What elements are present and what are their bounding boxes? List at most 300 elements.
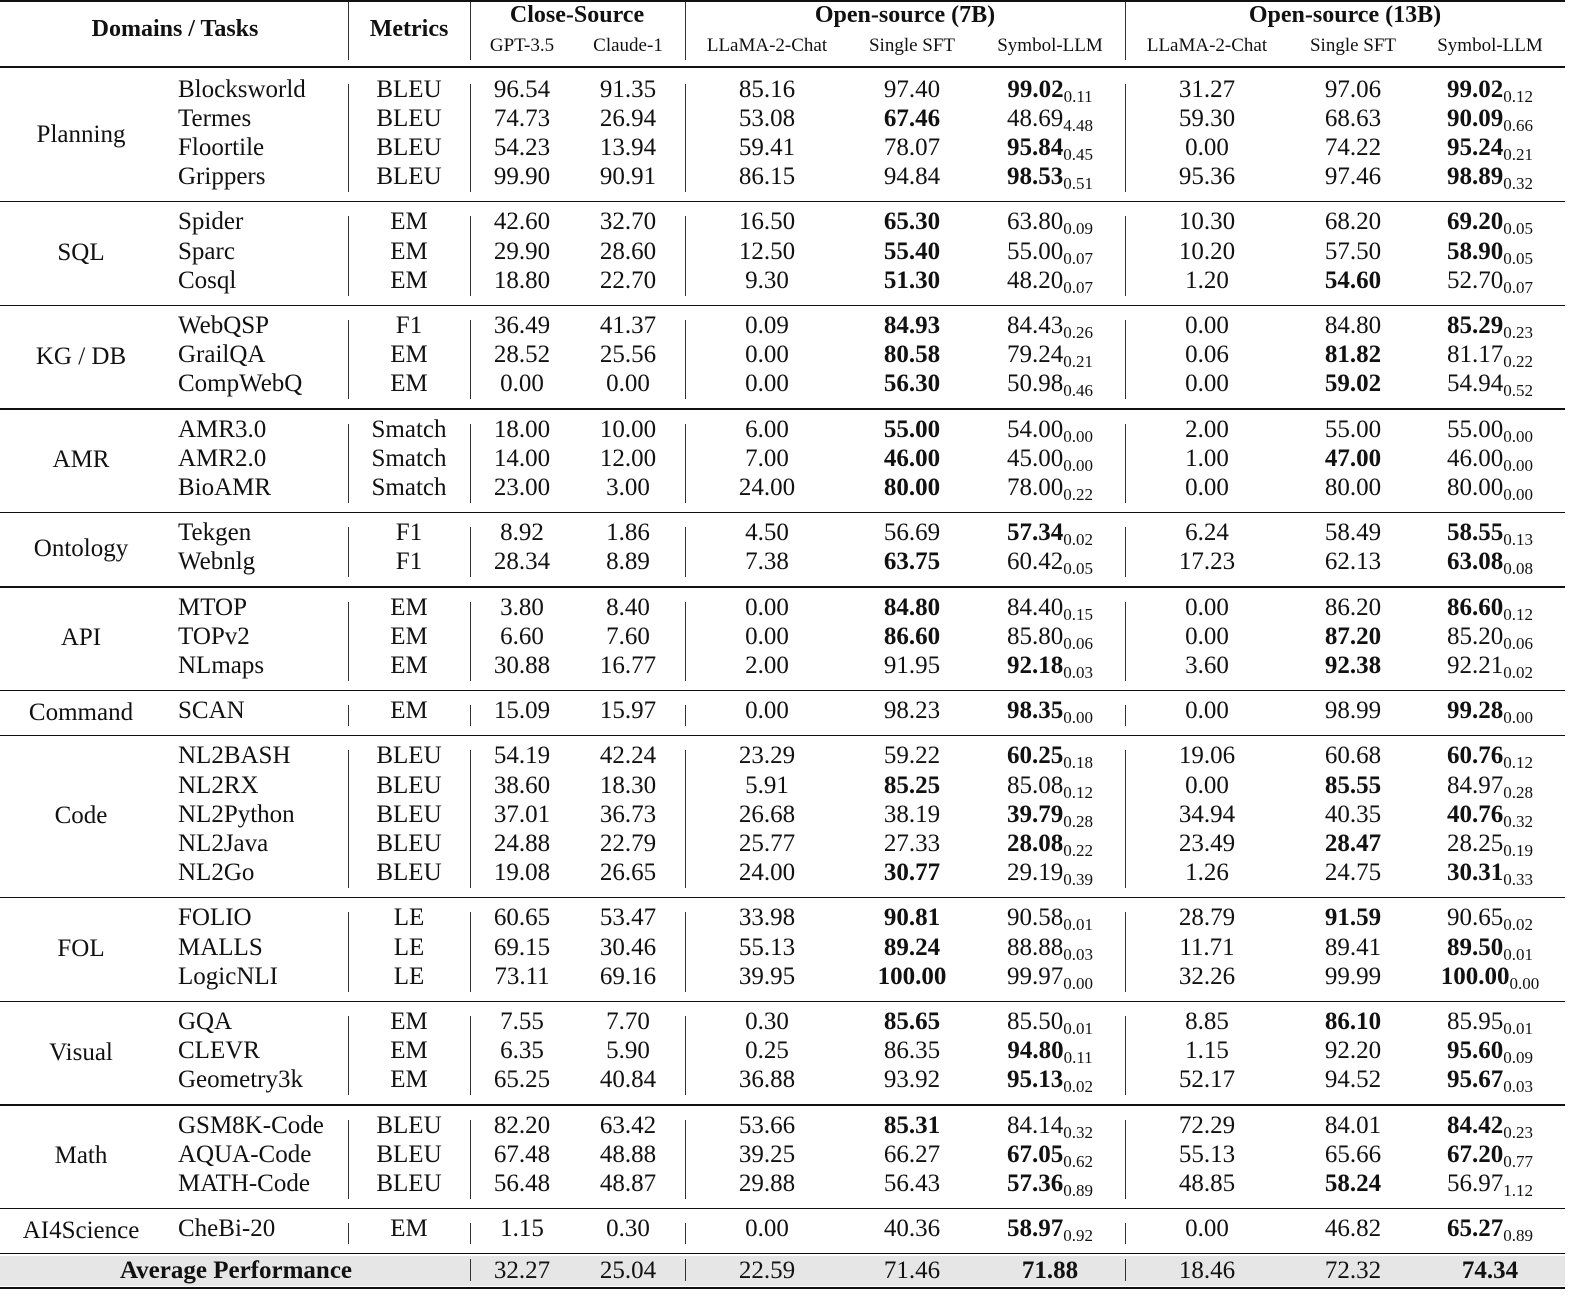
cell-value: 59.02 xyxy=(1324,370,1382,398)
table-cell xyxy=(878,964,947,989)
table-cell xyxy=(1447,653,1533,681)
table-cell xyxy=(1447,905,1533,933)
table-cell xyxy=(1185,135,1229,160)
metric-name: EM xyxy=(390,208,428,236)
table-cell xyxy=(600,743,656,768)
col-separator xyxy=(348,424,349,503)
table-cell xyxy=(494,935,550,960)
table-cell xyxy=(1179,209,1235,234)
task-name: Blocksworld xyxy=(178,75,306,103)
cell-value: 78.07 xyxy=(883,133,941,161)
table-cell xyxy=(600,164,656,189)
cell-std-subscript: 0.22 xyxy=(1063,840,1093,860)
cell-value: 3.80 xyxy=(500,593,544,621)
table-cell xyxy=(1447,135,1533,163)
table-cell xyxy=(884,1171,940,1196)
cell-value: 84.97 xyxy=(1447,771,1504,799)
table-cell xyxy=(884,446,940,471)
cell-value: 80.00 xyxy=(1447,473,1504,501)
table-cell xyxy=(1185,313,1229,338)
task-name: NL2RX xyxy=(178,771,259,799)
table-cell xyxy=(1185,1009,1229,1034)
cell-value: 10.20 xyxy=(1178,237,1236,265)
task-name: CompWebQ xyxy=(178,370,303,398)
table-cell xyxy=(884,520,940,545)
table-cell xyxy=(1325,624,1381,649)
table-cell xyxy=(500,595,544,620)
table-cell xyxy=(745,520,789,545)
cell-value: 91.35 xyxy=(599,75,657,103)
cell-std-subscript: 0.00 xyxy=(1509,973,1540,993)
cell-std-subscript: 0.05 xyxy=(1063,559,1093,579)
table-cell xyxy=(884,209,940,234)
table-cell xyxy=(884,802,940,827)
table-cell xyxy=(1325,905,1381,930)
table-cell xyxy=(1447,831,1533,859)
task-name: Grippers xyxy=(178,163,266,191)
cell-value: 95.67 xyxy=(1447,1066,1504,1094)
table-cell xyxy=(1007,77,1092,105)
cell-value: 25.56 xyxy=(599,341,657,369)
cell-std-subscript: 0.21 xyxy=(1063,352,1093,372)
cell-value: 56.43 xyxy=(883,1169,941,1197)
cell-value: 67.48 xyxy=(493,1140,551,1168)
cell-value: 28.60 xyxy=(599,237,657,265)
cell-std-subscript: 0.89 xyxy=(1503,1226,1533,1246)
table-cell xyxy=(745,549,789,574)
col-separator xyxy=(348,84,349,193)
cell-value: 5.90 xyxy=(606,1037,650,1065)
domain-name: Ontology xyxy=(33,535,129,563)
cell-value: 10.30 xyxy=(1178,208,1236,236)
table-cell xyxy=(500,1038,544,1063)
cell-value: 0.00 xyxy=(1185,1215,1229,1243)
cell-std-subscript: 0.06 xyxy=(1063,633,1093,653)
cell-value: 94.84 xyxy=(883,163,941,191)
table-cell xyxy=(739,743,795,768)
table-cell xyxy=(1447,520,1533,548)
cell-value: 23.49 xyxy=(1178,829,1236,857)
domain-name: KG / DB xyxy=(35,342,127,370)
table-cell xyxy=(1325,1216,1381,1241)
cell-value: 58.24 xyxy=(1324,1169,1382,1197)
cell-value: 15.97 xyxy=(599,697,657,725)
table-cell xyxy=(1007,698,1093,726)
cell-std-subscript: 0.32 xyxy=(1503,174,1533,194)
cell-value: 8.92 xyxy=(500,519,544,547)
table-cell xyxy=(739,935,795,960)
average-cell xyxy=(600,1258,656,1283)
cell-value: 29.19 xyxy=(1007,859,1064,887)
cell-value: 7.55 xyxy=(500,1007,544,1035)
cell-value: 98.89 xyxy=(1447,163,1504,191)
cell-std-subscript: 0.22 xyxy=(1063,484,1093,504)
metric-name: Smatch xyxy=(371,473,447,501)
table-cell xyxy=(745,268,789,293)
cell-std-subscript: 0.05 xyxy=(1503,219,1533,239)
cell-value: 48.88 xyxy=(599,1140,657,1168)
cell-value: 84.43 xyxy=(1007,311,1064,339)
group-rule xyxy=(0,1253,1565,1254)
table-cell xyxy=(884,77,940,102)
table-cell xyxy=(884,342,940,367)
table-cell xyxy=(1447,77,1533,105)
table-cell xyxy=(1179,549,1235,574)
col-separator xyxy=(470,1120,471,1199)
cell-value: 86.35 xyxy=(883,1037,941,1065)
table-cell xyxy=(1179,77,1235,102)
table-cell xyxy=(1325,802,1381,827)
table-cell xyxy=(494,653,550,678)
metric-name: EM xyxy=(390,697,428,725)
cell-std-subscript: 0.12 xyxy=(1503,86,1533,106)
table-cell xyxy=(884,475,940,500)
col-separator xyxy=(470,320,471,399)
cell-value: 94.52 xyxy=(1324,1066,1382,1094)
cell-value: 85.20 xyxy=(1447,622,1504,650)
table-cell xyxy=(1325,342,1381,367)
cell-value: 32.26 xyxy=(1178,962,1236,990)
col-separator xyxy=(470,216,471,295)
metric-name: Smatch xyxy=(371,415,447,443)
group-rule xyxy=(0,735,1565,736)
table-cell xyxy=(1007,1113,1093,1141)
cell-value: 58.55 xyxy=(1447,519,1504,547)
cell-value: 7.38 xyxy=(745,548,789,576)
table-cell xyxy=(739,1067,795,1092)
cell-value: 25.04 xyxy=(599,1257,657,1285)
cell-value: 55.40 xyxy=(883,237,941,265)
cell-value: 0.00 xyxy=(1185,771,1229,799)
task-name: BioAMR xyxy=(178,473,272,501)
task-name: SCAN xyxy=(178,697,245,725)
table-cell xyxy=(1007,1009,1093,1037)
col-separator xyxy=(1125,705,1126,726)
cell-value: 40.35 xyxy=(1324,800,1382,828)
col-separator xyxy=(470,705,471,726)
table-cell xyxy=(1007,1216,1093,1244)
table-cell xyxy=(494,964,549,989)
cell-value: 1.15 xyxy=(1185,1037,1229,1065)
table-cell xyxy=(494,313,550,338)
table-cell xyxy=(1325,860,1381,885)
cell-value: 4.50 xyxy=(745,519,789,547)
table-cell xyxy=(494,802,550,827)
cell-value: 84.14 xyxy=(1007,1111,1064,1139)
cell-value: 55.13 xyxy=(1178,1140,1236,1168)
table-cell xyxy=(1447,1216,1533,1244)
metric-name: F1 xyxy=(395,519,423,547)
table-cell xyxy=(1007,860,1093,888)
table-cell xyxy=(600,773,656,798)
table-cell xyxy=(500,1009,544,1034)
table-cell xyxy=(1447,209,1533,237)
cell-value: 55.00 xyxy=(1324,415,1382,443)
table-cell xyxy=(884,935,940,960)
cell-value: 42.60 xyxy=(493,208,551,236)
table-cell xyxy=(739,164,795,189)
cell-std-subscript: 4.48 xyxy=(1063,115,1093,135)
cell-value: 88.88 xyxy=(1007,933,1064,961)
col-separator xyxy=(1125,424,1126,503)
col-separator xyxy=(1125,912,1126,991)
task-name: Sparc xyxy=(178,237,235,265)
table-cell xyxy=(1447,624,1533,652)
cell-value: 0.06 xyxy=(1185,341,1229,369)
cell-value: 7.70 xyxy=(606,1007,650,1035)
task-name: MATH-Code xyxy=(178,1169,310,1197)
cell-value: 85.29 xyxy=(1447,311,1504,339)
table-cell xyxy=(884,860,940,885)
header-col-separator xyxy=(348,2,349,60)
table-cell xyxy=(745,698,789,723)
cell-value: 58.90 xyxy=(1447,237,1504,265)
table-cell xyxy=(1447,164,1533,192)
table-cell xyxy=(1185,1038,1229,1063)
cell-value: 98.35 xyxy=(1007,697,1064,725)
domain-name: Math xyxy=(54,1142,108,1170)
cell-value: 8.89 xyxy=(606,548,650,576)
cell-std-subscript: 0.01 xyxy=(1063,1018,1093,1038)
table-cell xyxy=(739,905,795,930)
cell-value: 7.60 xyxy=(606,622,650,650)
cell-value: 58.49 xyxy=(1324,519,1382,547)
cell-value: 0.30 xyxy=(606,1215,650,1243)
cell-value: 56.48 xyxy=(493,1169,551,1197)
cell-value: 14.00 xyxy=(493,444,551,472)
table-cell xyxy=(884,831,940,856)
table-cell xyxy=(606,1009,650,1034)
table-cell xyxy=(745,1009,789,1034)
cell-value: 29.88 xyxy=(738,1169,796,1197)
table-cell xyxy=(1447,446,1533,474)
cell-value: 63.75 xyxy=(883,548,941,576)
table-cell xyxy=(739,802,795,827)
cell-value: 85.16 xyxy=(738,75,796,103)
header-model: Single SFT xyxy=(1309,35,1397,56)
cell-value: 95.36 xyxy=(1178,163,1236,191)
cell-value: 80.00 xyxy=(1324,473,1382,501)
cell-std-subscript: 0.89 xyxy=(1063,1180,1093,1200)
cell-value: 6.24 xyxy=(1185,519,1229,547)
table-cell xyxy=(600,1113,656,1138)
cell-value: 40.36 xyxy=(883,1215,941,1243)
cell-value: 74.73 xyxy=(493,104,551,132)
cell-value: 10.00 xyxy=(599,415,657,443)
col-separator xyxy=(685,424,686,503)
task-name: AMR2.0 xyxy=(178,444,267,472)
cell-value: 22.70 xyxy=(599,266,657,294)
cell-value: 67.20 xyxy=(1447,1140,1504,1168)
cell-value: 46.00 xyxy=(1447,444,1504,472)
cell-value: 74.34 xyxy=(1461,1257,1519,1285)
cell-value: 62.13 xyxy=(1324,548,1382,576)
cell-value: 32.70 xyxy=(599,208,657,236)
cell-value: 79.24 xyxy=(1007,341,1064,369)
cell-value: 17.23 xyxy=(1178,548,1236,576)
cell-value: 32.27 xyxy=(493,1257,551,1285)
metric-name: EM xyxy=(390,341,428,369)
bottom-rule xyxy=(0,1287,1565,1289)
cell-value: 36.73 xyxy=(599,800,657,828)
cell-value: 3.00 xyxy=(606,473,650,501)
cell-value: 8.40 xyxy=(606,593,650,621)
cell-value: 0.00 xyxy=(500,370,544,398)
metric-name: LE xyxy=(393,904,425,932)
table-cell xyxy=(600,1142,656,1167)
table-cell xyxy=(1447,802,1533,830)
table-cell xyxy=(600,106,656,131)
cell-value: 80.00 xyxy=(883,473,941,501)
table-cell xyxy=(1007,209,1093,237)
table-cell xyxy=(884,1142,940,1167)
cell-value: 92.38 xyxy=(1324,651,1382,679)
cell-std-subscript: 0.00 xyxy=(1503,484,1533,504)
table-cell xyxy=(1007,1038,1092,1066)
average-cell xyxy=(1022,1258,1078,1283)
table-cell xyxy=(1447,698,1533,726)
cell-value: 89.50 xyxy=(1447,933,1504,961)
task-name: Spider xyxy=(178,208,244,236)
col-separator xyxy=(1125,527,1126,577)
col-separator xyxy=(348,527,349,577)
cell-value: 46.00 xyxy=(883,444,941,472)
col-separator xyxy=(348,216,349,295)
task-name: TOPv2 xyxy=(178,622,250,650)
cell-value: 54.00 xyxy=(1007,415,1064,443)
cell-value: 56.69 xyxy=(883,519,941,547)
table-cell xyxy=(1007,595,1093,623)
col-separator xyxy=(1125,1016,1126,1095)
cell-value: 57.50 xyxy=(1324,237,1382,265)
cell-value: 38.60 xyxy=(493,771,551,799)
cell-std-subscript: 0.66 xyxy=(1503,115,1533,135)
metric-name: BLEU xyxy=(376,829,442,857)
table-cell xyxy=(884,595,940,620)
table-cell xyxy=(494,77,550,102)
table-cell xyxy=(1325,446,1381,471)
table-cell xyxy=(1325,1038,1381,1063)
group-rule xyxy=(0,1104,1565,1105)
table-cell xyxy=(606,595,650,620)
table-cell xyxy=(1007,653,1093,681)
cell-std-subscript: 0.02 xyxy=(1503,915,1533,935)
cell-value: 85.95 xyxy=(1447,1007,1504,1035)
cell-std-subscript: 0.02 xyxy=(1063,530,1093,550)
table-cell xyxy=(1447,1113,1533,1141)
cell-value: 56.97 xyxy=(1447,1169,1504,1197)
domain-name: API xyxy=(60,624,102,652)
col-separator xyxy=(685,527,686,577)
cell-value: 1.20 xyxy=(1185,266,1229,294)
table-cell xyxy=(1447,549,1533,577)
cell-value: 99.99 xyxy=(1324,962,1382,990)
average-cell xyxy=(739,1258,795,1283)
metric-name: BLEU xyxy=(376,742,442,770)
cell-value: 95.60 xyxy=(1447,1037,1504,1065)
table-cell xyxy=(884,743,940,768)
col-separator xyxy=(1125,320,1126,399)
col-separator xyxy=(685,1259,686,1281)
cell-value: 54.19 xyxy=(493,742,551,770)
cell-value: 28.08 xyxy=(1007,829,1064,857)
cell-std-subscript: 1.12 xyxy=(1503,1180,1533,1200)
table-cell xyxy=(1007,773,1093,801)
table-cell xyxy=(739,1142,795,1167)
table-cell xyxy=(600,698,656,723)
metric-name: EM xyxy=(390,370,428,398)
task-name: CheBi-20 xyxy=(178,1215,276,1243)
table-cell xyxy=(1325,1009,1381,1034)
cell-value: 18.00 xyxy=(493,415,551,443)
table-cell xyxy=(1007,417,1093,445)
cell-value: 28.47 xyxy=(1324,829,1382,857)
cell-value: 16.50 xyxy=(738,208,796,236)
cell-std-subscript: 0.07 xyxy=(1063,248,1093,268)
cell-value: 54.23 xyxy=(493,133,551,161)
cell-std-subscript: 0.00 xyxy=(1063,973,1093,993)
cell-value: 89.41 xyxy=(1324,933,1382,961)
table-cell xyxy=(739,135,795,160)
table-cell xyxy=(1007,802,1093,830)
cell-value: 47.00 xyxy=(1324,444,1382,472)
table-cell xyxy=(1007,1171,1093,1199)
cell-std-subscript: 0.46 xyxy=(1063,381,1093,401)
header-group: Close-Source xyxy=(509,2,645,28)
table-cell xyxy=(1185,624,1229,649)
cell-value: 36.49 xyxy=(493,311,551,339)
cell-std-subscript: 0.52 xyxy=(1503,381,1533,401)
col-separator xyxy=(685,1223,686,1244)
cell-value: 63.08 xyxy=(1447,548,1504,576)
table-cell xyxy=(1325,1113,1381,1138)
table-cell xyxy=(884,135,940,160)
table-cell xyxy=(884,624,940,649)
cell-value: 84.80 xyxy=(1324,311,1382,339)
table-cell xyxy=(1179,1113,1235,1138)
cell-value: 90.09 xyxy=(1447,104,1504,132)
table-cell xyxy=(884,268,940,293)
cell-std-subscript: 0.12 xyxy=(1503,753,1533,773)
cell-value: 0.00 xyxy=(745,622,789,650)
table-cell xyxy=(739,475,795,500)
cell-value: 99.28 xyxy=(1447,697,1504,725)
metric-name: BLEU xyxy=(376,859,442,887)
cell-std-subscript: 0.23 xyxy=(1503,322,1533,342)
cell-value: 99.90 xyxy=(493,163,551,191)
table-cell xyxy=(1447,1038,1533,1066)
cell-value: 18.46 xyxy=(1178,1257,1236,1285)
cell-value: 2.00 xyxy=(1185,415,1229,443)
cell-value: 68.20 xyxy=(1324,208,1382,236)
table-cell xyxy=(1179,802,1235,827)
table-cell xyxy=(884,549,940,574)
table-cell xyxy=(1007,520,1093,548)
table-cell xyxy=(1007,743,1093,771)
cell-value: 0.00 xyxy=(745,697,789,725)
cell-value: 48.69 xyxy=(1007,104,1064,132)
cell-std-subscript: 0.08 xyxy=(1503,559,1533,579)
table-cell xyxy=(1185,698,1229,723)
table-cell xyxy=(1447,417,1533,445)
cell-value: 0.00 xyxy=(606,370,650,398)
table-cell xyxy=(600,77,656,102)
task-name: MALLS xyxy=(178,933,263,961)
metric-name: EM xyxy=(390,266,428,294)
table-cell xyxy=(745,773,789,798)
metric-name: EM xyxy=(390,237,428,265)
cell-std-subscript: 0.06 xyxy=(1503,633,1533,653)
